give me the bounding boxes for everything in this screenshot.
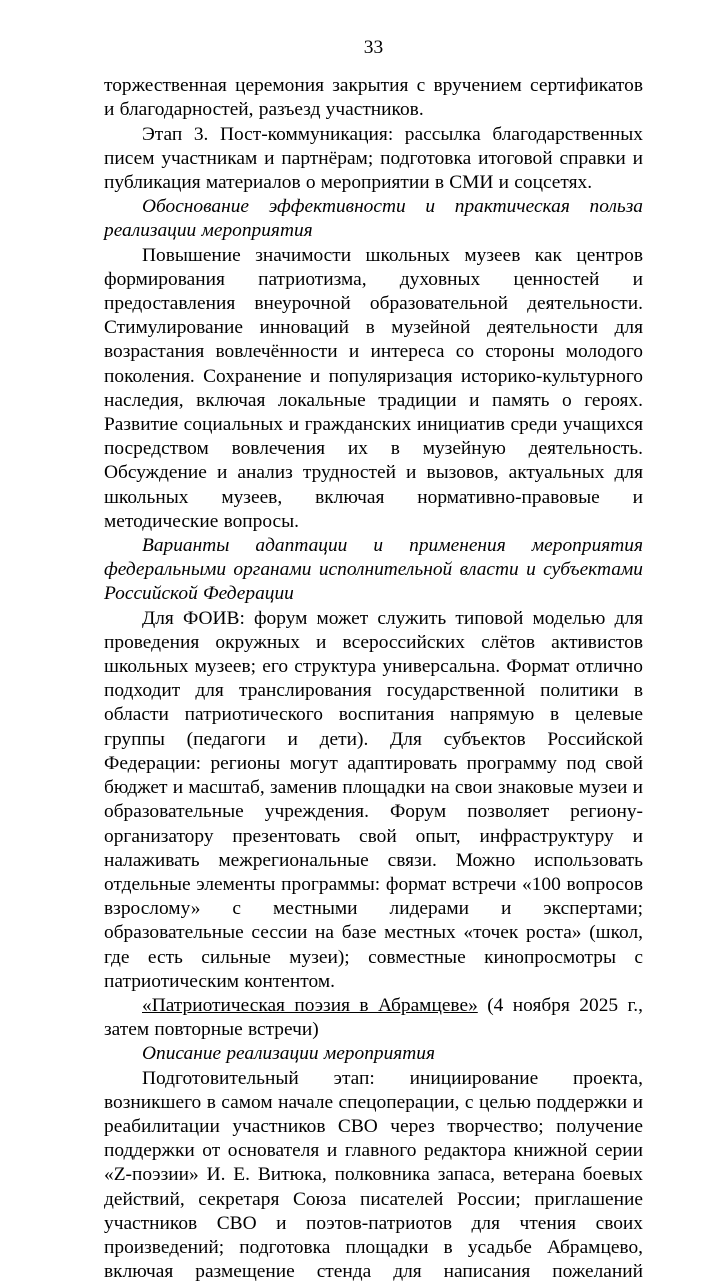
body-paragraph (104, 607, 643, 994)
text-segment: торжественная церемония закрытия с вручением сертификатов и благодарностей, разъезд участников. (104, 75, 643, 121)
text-segment: Этап 3. Пост-коммуникация: рассылка благодарственных писем участникам и партнёрам; подготовка итоговой справки и публикация материалов о мероприятии в СМИ и соцсетях. (104, 123, 643, 194)
body-paragraph (104, 74, 643, 122)
body-paragraph (104, 244, 643, 534)
text-segment: Обоснование эффективности и практическая польза реализации мероприятия (104, 196, 643, 242)
page-number: 33 (363, 37, 384, 58)
document-body (104, 74, 643, 1284)
heading-paragraph (104, 195, 643, 243)
body-paragraph (104, 994, 643, 1042)
underlined-title-text: «Патриотическая поэзия в Абрамцеве» (142, 994, 478, 1016)
heading-paragraph (104, 1042, 643, 1066)
text-segment: (4 ноября 2025 г., затем повторные встречи) (104, 994, 643, 1041)
heading-paragraph (104, 534, 643, 607)
text-segment: Повышение значимости школьных музеев как центров формирования патриотизма, духовных ценностей и предоставления внеурочной образовательной деятельности. Стимулирование инноваций в музейной деятельности для возрастания вовлечённости и интереса со стороны молодого поколения. Сохранение и популяризация историко-культурного наследия, включая локальные традиции и память о героях. Развитие социальных и гражданских инициатив среди учащихся посредством вовлечения их в музейную деятельность. Обсуждение и анализ трудностей и вызовов, актуальных для школьных музеев, включая нормативно-правовые и методические вопросы. (104, 244, 643, 532)
text-segment: Варианты адаптации и применения мероприятия федеральными органами исполнительной власти и субъектами Российской Федерации (104, 535, 643, 605)
text-segment: Для ФОИВ: форум может служить типовой моделью для проведения окружных и всероссийских слётов активистов школьных музеев; его структура универсальна. Формат отлично подходит для транслирования государственной политики в области патриотического воспитания напрямую в целевые группы (педагоги и дети). Для субъектов Российской Федерации: регионы могут адаптировать программу под свой бюджет и масштаб, заменив площадки на свои знаковые музеи и образовательные учреждения. Форум позволяет региону-организатору презентовать свой опыт, инфраструктуру и налаживать межрегиональные связи. Можно использовать отдельные элементы программы: формат встречи «100 вопросов взрослому» с местными лидерами и экспертами; образовательные сессии на базе местных «точек роста» (школ, где есть сильные музеи); совместные кинопросмотры с патриотическим контентом. (104, 607, 643, 992)
body-paragraph (104, 1067, 643, 1284)
body-paragraph (104, 123, 643, 196)
text-segment: Описание реализации мероприятия (142, 1043, 436, 1065)
text-segment: Подготовительный этап: инициирование проекта, возникшего в самом начале спецоперации, с целью поддержки и реабилитации участников СВО через творчество; получение поддержки от основателя и главного редактора книжной серии «Z-поэзии» И. Е. Витюка, полковника запаса, ветерана боевых действий, секретаря Союза писателей России; приглашение участников СВО и поэтов-патриотов для чтения своих произведений; подготовка площадки в усадьбе Абрамцево, включая размещение стенда для написания пожеланий (104, 1067, 643, 1283)
